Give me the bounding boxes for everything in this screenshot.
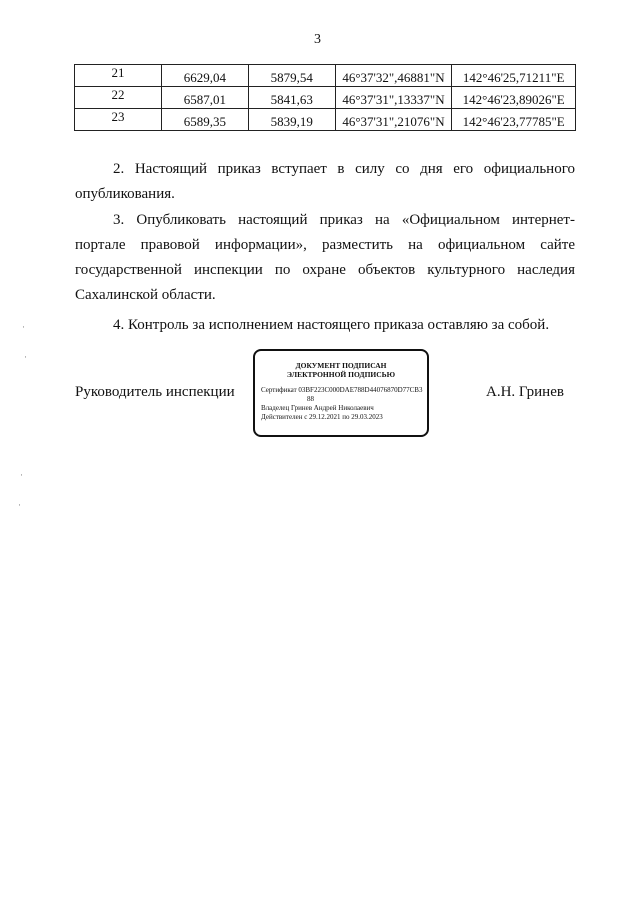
coordinates-table [74,64,576,131]
table-row [75,109,576,131]
scan-speck: · [22,322,25,332]
owner-label: Владелец [261,404,290,412]
y-coordinate: 5879,54 [248,65,335,87]
latitude: 46°37'31",13337"N [335,87,452,109]
point-number: 21 [75,65,162,87]
scan-speck: · [20,470,23,480]
signatory-position: Руководитель инспекции [75,384,235,400]
y-coordinate: 5841,63 [248,87,335,109]
latitude: 46°37'32",46881"N [335,65,452,87]
electronic-signature-stamp [253,349,429,437]
longitude: 142°46'25,71211"E [452,65,576,87]
x-coordinate: 6629,04 [161,65,248,87]
stamp-header-line: ЭЛЕКТРОННОЙ ПОДПИСЬЮ [286,370,396,379]
table-row [75,65,576,87]
latitude: 46°37'31",21076"N [335,109,452,131]
point-number: 23 [75,109,162,131]
certificate-row [261,386,427,395]
longitude: 142°46'23,89026"E [452,87,576,109]
x-coordinate: 6589,35 [161,109,248,131]
stamp-header-line: ДОКУМЕНТ ПОДПИСАН [295,361,387,370]
validity-row: Действителен с 29.12.2021 по 29.03.2023 [261,413,383,421]
paragraph-publication [75,208,575,308]
scan-speck: · [18,500,21,510]
paragraph-control [75,313,575,338]
certificate-value-continued: 88 [307,395,314,403]
paragraph-line: 2. Настоящий приказ вступает в силу со дня его официального [113,161,575,177]
stamp-header [255,361,427,379]
y-coordinate: 5839,19 [248,109,335,131]
table-row [75,87,576,109]
paragraph-text: портале правовой информации», разместить на официальном сайте государственной инспекции по охране объектов культурного наследия Сахалинской области. [75,237,575,303]
x-coordinate: 6587,01 [161,87,248,109]
page-number: 3 [314,32,321,47]
certificate-value: 03BF223C000DAE788D44076870D77CB3 [298,386,423,394]
certificate-label: Сертификат [261,386,297,394]
scan-speck: · [24,352,27,362]
longitude: 142°46'23,77785"E [452,109,576,131]
owner-row [261,404,427,413]
signatory-name: А.Н. Гринев [486,384,564,400]
paragraph-line: 4. Контроль за исполнением настоящего приказа оставляю за собой. [113,317,550,333]
paragraph-line: 3. Опубликовать настоящий приказ на «Официальном интернет- [113,212,575,228]
paragraph-text: опубликования. [75,186,175,202]
owner-value: Гринев Андрей Николаевич [291,404,374,412]
point-number: 22 [75,87,162,109]
paragraph-entry-into-force [75,157,575,207]
